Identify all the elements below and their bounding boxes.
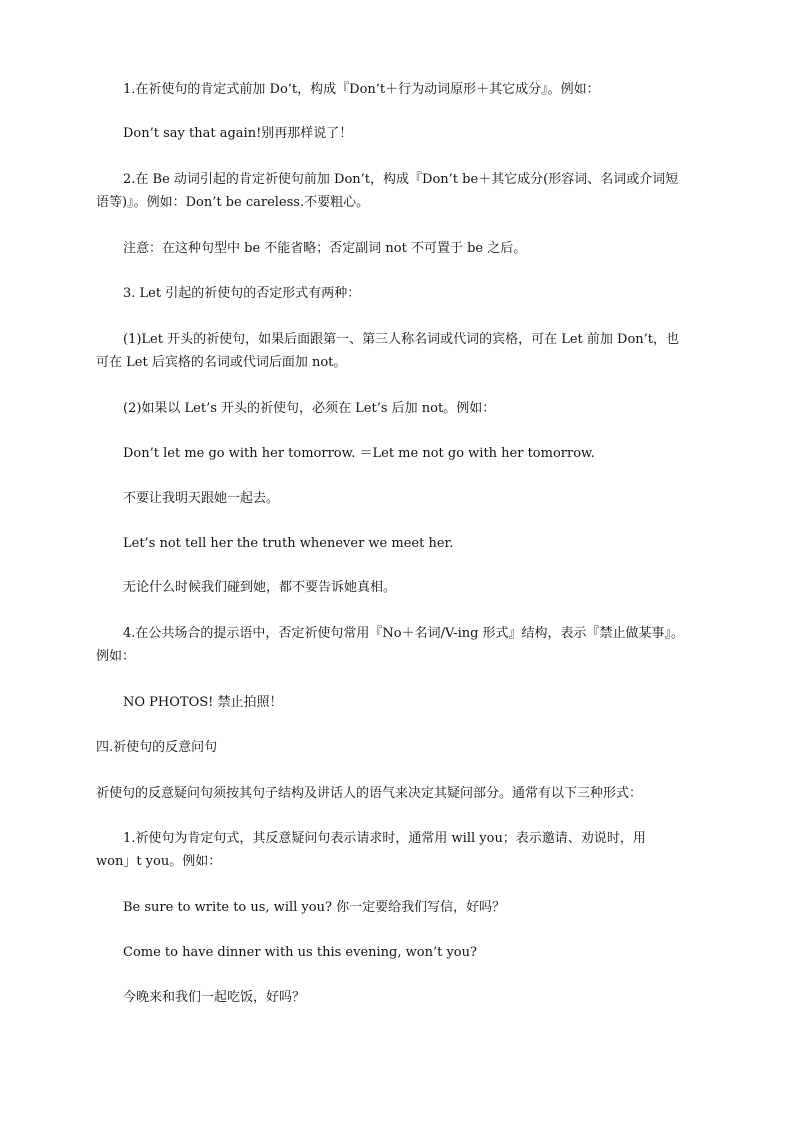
paragraph-translation-3 [96, 576, 706, 599]
text-line: 不要让我明天跟她一起去。 [123, 491, 280, 506]
paragraph-example-5 [96, 896, 706, 919]
text-line: 无论什么时候我们碰到她，都不要告诉她真相。 [123, 580, 397, 595]
text-line: Don’t let me go with her tomorrow. ＝Let me not go with her tomorrow. [123, 446, 595, 461]
paragraph-intro [96, 782, 706, 805]
text-line: (1)Let 开头的祈使句，如果后面跟第一、第三人称名词或代词的宾格，可在 Let 前加 Don’t，也 [123, 332, 680, 347]
section-heading [96, 736, 706, 759]
text-line: 4.在公共场合的提示语中，否定祈使句常用『No＋名词/V-ing 形式』结构，表示『禁止做某事』。 [123, 626, 685, 641]
paragraph-rule-3-2 [96, 397, 706, 420]
paragraph-rule-4 [96, 622, 706, 668]
paragraph-example-2 [96, 442, 706, 465]
text-line: Let’s not tell her the truth whenever we meet her. [123, 536, 454, 551]
text-line: Don’t say that again!别再那样说了！ [123, 126, 353, 141]
text-line: 可在 Let 后宾格的名词或代词后面加 not。 [96, 355, 347, 370]
paragraph-example-3 [96, 532, 706, 555]
text-line: NO PHOTOS! 禁止拍照！ [123, 695, 283, 710]
text-line: 四.祈使句的反意问句 [96, 740, 218, 755]
text-line: 1.在祈使句的肯定式前加 Do’t，构成『Don’t＋行为动词原形＋其它成分』。例如： [123, 82, 600, 97]
text-line: 注意：在这种句型中 be 不能省略；否定副词 not 不可置于 be 之后。 [123, 241, 527, 256]
paragraph-rule-2 [96, 168, 706, 214]
text-line: 2.在 Be 动词引起的肯定祈使句前加 Don’t，构成『Don’t be＋其它成分(形容词、名词或介词短 [123, 172, 679, 187]
paragraph-example-1 [96, 122, 706, 145]
text-line: 今晚来和我们一起吃饭，好吗？ [123, 990, 306, 1005]
paragraph-rule-5 [96, 827, 706, 873]
text-line: Be sure to write to us, will you? 你一定要给我们写信，好吗？ [123, 900, 506, 915]
text-line: 例如： [96, 649, 136, 664]
text-line: 祈使句的反意疑问句须按其句子结构及讲话人的语气来决定其疑问部分。通常有以下三种形式： [96, 786, 643, 801]
text-line: (2)如果以 Let’s 开头的祈使句，必须在 Let’s 后加 not。例如： [123, 401, 496, 416]
paragraph-example-6 [96, 941, 706, 964]
paragraph-rule-3-1 [96, 328, 706, 374]
paragraph-translation-2 [96, 487, 706, 510]
paragraph-note [96, 237, 706, 260]
paragraph-rule-3 [96, 282, 706, 305]
paragraph-translation-6 [96, 986, 706, 1009]
text-line: 1.祈使句为肯定句式，其反意疑问句表示请求时，通常用 will you；表示邀请、劝说时，用 [123, 831, 646, 846]
paragraph-example-4 [96, 691, 706, 714]
text-line: won」t you。例如： [96, 854, 222, 869]
paragraph-rule-1 [96, 78, 706, 101]
text-line: 3. Let 引起的祈使句的否定形式有两种： [123, 286, 361, 301]
text-line: Come to have dinner with us this evening, won’t you? [123, 945, 477, 960]
text-line: 语等)』。例如：Don’t be careless.不要粗心。 [96, 195, 370, 210]
